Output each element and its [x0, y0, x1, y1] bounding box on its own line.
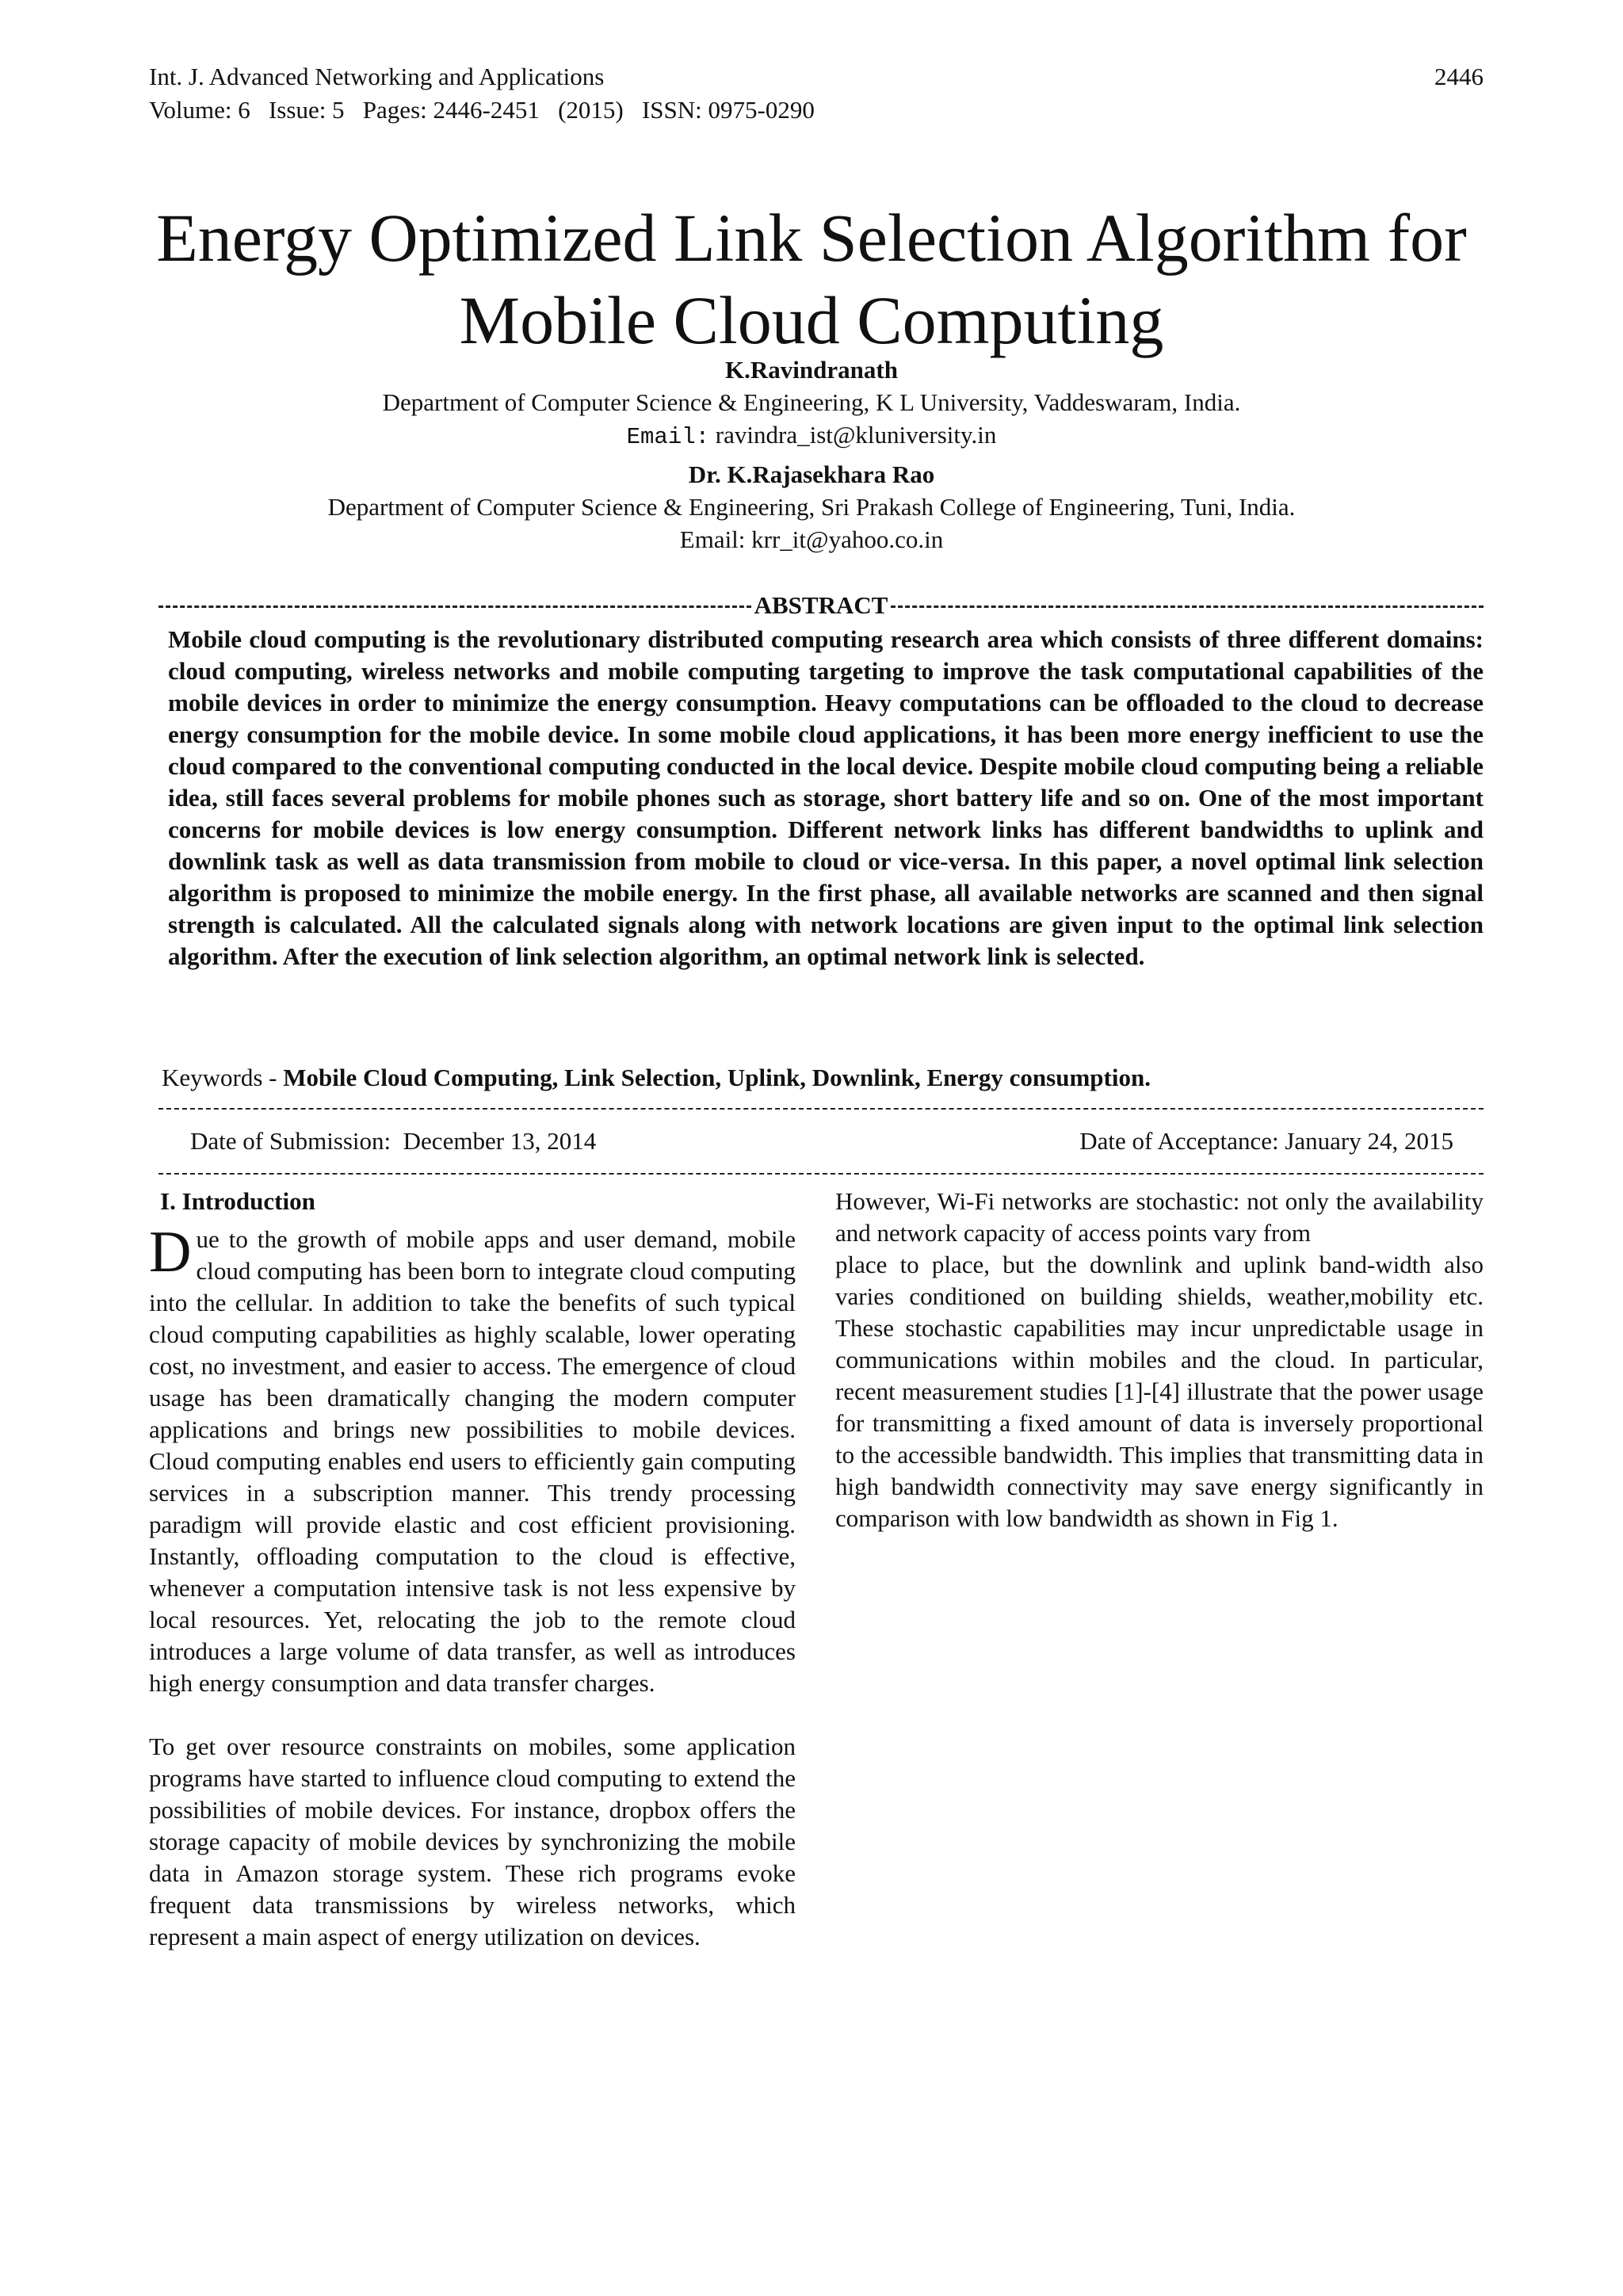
journal-name: Int. J. Advanced Networking and Applications: [149, 63, 605, 90]
author-affiliation-2: Department of Computer Science & Engineering, Sri Prakash College of Engineering, Tuni, India.: [327, 493, 1296, 521]
author-name-2: Dr. K.Rajasekhara Rao: [688, 460, 935, 488]
author-block: [79, 353, 1544, 556]
author-affiliation-1: Department of Computer Science & Engineering, K L University, Vaddeswaram, India.: [382, 388, 1241, 416]
email-label: Email:: [626, 424, 710, 450]
abstract-label: ABSTRACT: [754, 591, 888, 619]
date-of-submission: Date of Submission: December 13, 2014: [190, 1127, 597, 1155]
running-header: [149, 60, 1484, 127]
page-number: 2446: [1434, 63, 1484, 90]
left-column: [149, 1186, 796, 1953]
keywords-line: [162, 1062, 1485, 1094]
drop-cap: D: [149, 1220, 192, 1285]
intro-paragraph-1-text: ue to the growth of mobile apps and user demand, mobile cloud computing has been born to integrate cloud computing into the cellular. In addition to take the benefits of such typical cloud computing capabilities as highly scalable, lower operating cost, no investment, and easier to access. The emergence of cloud usage has been dramatically changing the modern computer applications and brings new possibilities to mobile devices. Cloud computing enables end users to efficiently gain computing services in a subscription manner. This trendy processing paradigm will provide elastic and cost efficient provisioning. Instantly, offloading computation to the cloud is effective, whenever a computation intensive task is not less expensive by local resources. Yet, relocating the job to the remote cloud introduces a large volume of data transfer, as well as introduces high energy consumption and data transfer charges.: [149, 1225, 796, 1697]
title-line-1: Energy Optimized Link Selection Algorithm for: [156, 200, 1467, 276]
volume-line: Volume: 6 Issue: 5 Pages: 2446-2451 (2015) ISSN: 0975-0290: [149, 96, 815, 124]
keywords-label: Keywords -: [162, 1064, 284, 1091]
right-paragraph-2: place to place, but the downlink and uplink band-width also varies conditioned on building shields, weather,mobility etc. These stochastic capabilities may incur unpredictable usage in communications within mobiles and the cloud. In particular, recent measurement studies [1]-[4] illustrate that the power usage for transmitting a fixed amount of data is inversely proportional to the accessible bandwidth. This implies that transmitting data in high bandwidth connectivity may save energy significantly in comparison with low bandwidth as shown in Fig 1.: [835, 1251, 1484, 1532]
keywords-text: Mobile Cloud Computing, Link Selection, Uplink, Downlink, Energy consumption.: [283, 1064, 1151, 1091]
paper-title: [79, 197, 1544, 361]
author-name-1: K.Ravindranath: [725, 356, 898, 384]
section-heading-introduction: I. Introduction: [160, 1187, 315, 1215]
right-column: [835, 1186, 1484, 1534]
author-email-2: Email: krr_it@yahoo.co.in: [679, 525, 944, 553]
right-paragraph-1: However, Wi-Fi networks are stochastic: not only the availability and network capacity of access points vary from: [835, 1187, 1484, 1247]
abstract-text: Mobile cloud computing is the revolutionary distributed computing research area which consists of three different domains: cloud computing, wireless networks and mobile computing targeting to improve the task computational capabilities of the mobile devices in order to minimize the energy consumption. Heavy computations can be offloaded to the cloud to decrease energy consumption for the mobile device. In some mobile cloud applications, it has been more energy inefficient to use the cloud compared to the conventional computing conducted in the local device. Despite mobile cloud computing being a reliable idea, still faces several problems for mobile phones such as storage, short battery life and so on. One of the most important concerns for mobile devices is low energy consumption. Different network links has different bandwidths to uplink and downlink task as well as data transmission from mobile to cloud or vice-versa. In this paper, a novel optimal link selection algorithm is proposed to minimize the mobile energy. In the first phase, all available networks are scanned and then signal strength is calculated. All the calculated signals along with network locations are given input to the optimal link selection algorithm. After the execution of link selection algorithm, an optimal network link is selected.: [168, 625, 1484, 970]
title-line-2: Mobile Cloud Computing: [459, 282, 1164, 358]
author-email-1: [79, 418, 1544, 453]
dash-divider-left: [158, 606, 751, 608]
dash-divider-bottom: [158, 1173, 1484, 1175]
dash-divider-right: [891, 606, 1484, 608]
dash-divider-top: [158, 1108, 1484, 1110]
abstract-heading-rule: [158, 591, 1484, 620]
intro-paragraph-2: To get over resource constraints on mobiles, some application programs have started to influence cloud computing to extend the possibilities of mobile devices. For instance, dropbox offers the storage capacity of mobile devices by synchronizing the mobile data in Amazon storage system. These rich programs evoke frequent data transmissions by wireless networks, which represent a main aspect of energy utilization on devices.: [149, 1733, 796, 1950]
intro-paragraph-1: [149, 1220, 796, 1699]
email-address-1: ravindra_ist@kluniversity.in: [715, 421, 997, 449]
date-of-acceptance: Date of Acceptance: January 24, 2015: [1079, 1127, 1453, 1155]
dates-row: [190, 1125, 1453, 1157]
